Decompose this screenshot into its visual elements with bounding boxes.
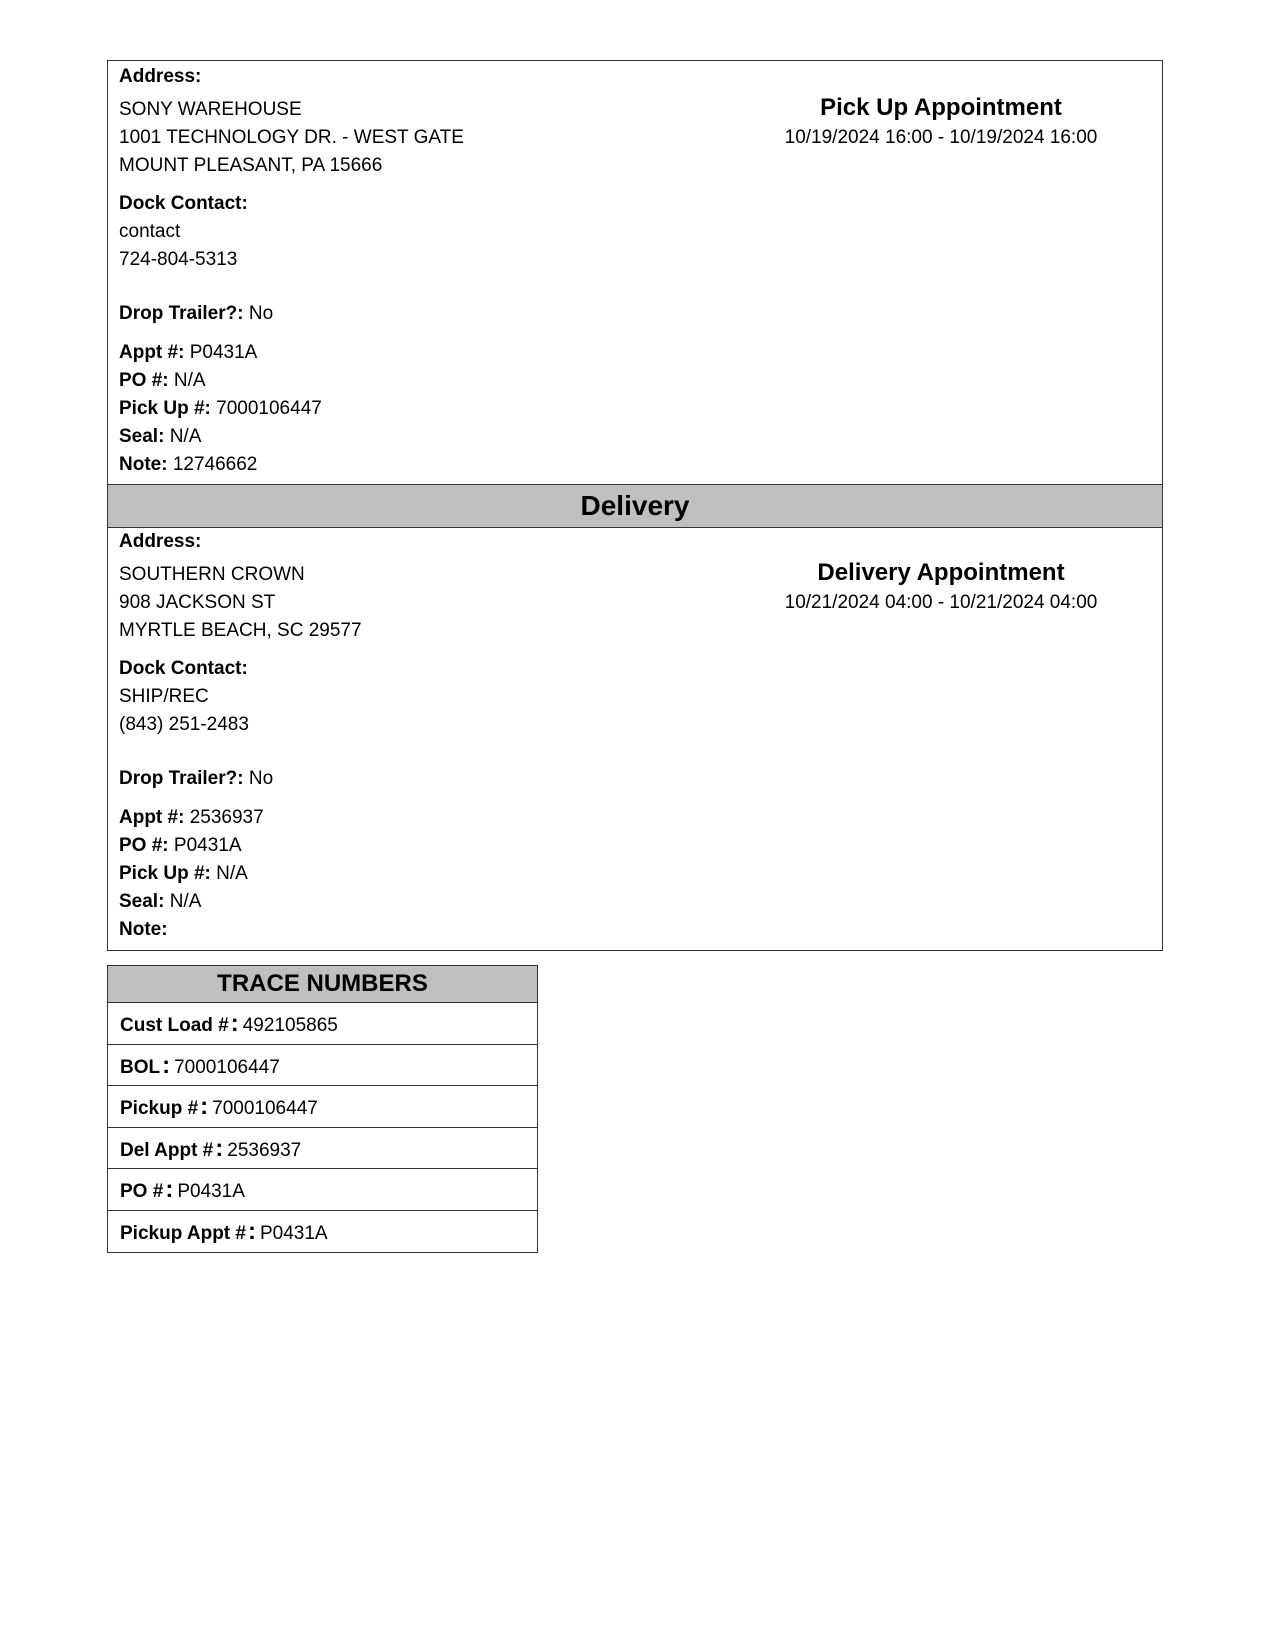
- pickup-po-label: PO #:: [119, 370, 169, 391]
- trace-row-label: Pickup Appt #: [120, 1222, 246, 1244]
- pickup-drop-trailer-label: Drop Trailer?:: [119, 303, 244, 324]
- trace-row: [108, 1211, 537, 1253]
- delivery-address-line-1: SOUTHERN CROWN: [119, 564, 305, 585]
- delivery-appointment: [721, 557, 1161, 617]
- trace-row-value: 2536937: [227, 1139, 302, 1161]
- pickup-note-label: Note:: [119, 454, 168, 475]
- pickup-seal: [119, 423, 1162, 451]
- shipment-details-box: [107, 60, 1163, 951]
- trace-row-separator: :: [200, 1093, 209, 1120]
- trace-row: [108, 1045, 537, 1087]
- pickup-address-line-2: 1001 TECHNOLOGY DR. - WEST GATE: [119, 127, 464, 148]
- pickup-drop-trailer: [119, 300, 1162, 328]
- pickup-dock-contact-name: contact: [119, 221, 181, 242]
- delivery-section: [108, 528, 1162, 949]
- delivery-seal: [119, 888, 1162, 916]
- pickup-note: [119, 451, 1162, 479]
- trace-row-value: P0431A: [259, 1222, 328, 1244]
- trace-row-value: P0431A: [177, 1181, 245, 1202]
- delivery-appointment-times: 10/21/2024 04:00 - 10/21/2024 04:00: [784, 592, 1098, 613]
- pickup-po: [119, 367, 1162, 395]
- delivery-appt-label: Appt #:: [119, 807, 185, 828]
- delivery-drop-trailer: [119, 765, 1162, 793]
- delivery-appointment-title: Delivery Appointment: [817, 559, 1065, 586]
- pickup-dock-contact-phone: 724-804-5313: [119, 249, 238, 270]
- delivery-dock-contact-name: SHIP/REC: [119, 686, 209, 707]
- trace-row-label: PO #: [120, 1181, 164, 1202]
- trace-row-value: 7000106447: [212, 1098, 318, 1119]
- pickup-seal-value: N/A: [169, 426, 202, 447]
- trace-row-separator: :: [162, 1051, 171, 1079]
- pickup-appt-value: P0431A: [189, 342, 258, 363]
- delivery-seal-label: Seal:: [119, 891, 165, 912]
- delivery-dock-contact-label: Dock Contact:: [119, 658, 248, 679]
- pickup-appointment-title: Pick Up Appointment: [820, 94, 1062, 121]
- delivery-note: [119, 916, 1162, 944]
- trace-row-label: BOL: [120, 1056, 161, 1078]
- trace-row-label: Pickup #: [120, 1098, 199, 1119]
- trace-row-separator: :: [215, 1134, 224, 1162]
- pickup-appointment: [721, 92, 1161, 152]
- delivery-dock-contact-phone: (843) 251-2483: [119, 714, 249, 735]
- pickup-section: [108, 61, 1162, 484]
- pickup-po-value: N/A: [173, 370, 206, 391]
- delivery-address-label: Address:: [119, 531, 202, 552]
- trace-row-separator: :: [247, 1217, 256, 1245]
- trace-numbers-title: TRACE NUMBERS: [108, 966, 537, 1003]
- trace-row: [108, 1128, 537, 1170]
- delivery-po: [119, 832, 1162, 860]
- delivery-note-label: Note:: [119, 919, 168, 940]
- trace-row: [108, 1169, 537, 1211]
- delivery-po-label: PO #:: [119, 835, 169, 856]
- trace-row: [108, 1003, 537, 1045]
- delivery-address-line-2: 908 JACKSON ST: [119, 592, 276, 613]
- trace-row-separator: :: [165, 1176, 174, 1203]
- delivery-drop-trailer-value: No: [248, 768, 274, 789]
- delivery-appt: [119, 804, 1162, 832]
- trace-row-label: Cust Load #: [120, 1015, 229, 1036]
- delivery-references: [119, 804, 1162, 944]
- pickup-appt-label: Appt #:: [119, 342, 185, 363]
- delivery-drop-trailer-label: Drop Trailer?:: [119, 768, 244, 789]
- pickup-appointment-times: 10/19/2024 16:00 - 10/19/2024 16:00: [784, 127, 1098, 148]
- pickup-pickup-number: [119, 395, 1162, 423]
- trace-row-label: Del Appt #: [120, 1139, 214, 1161]
- delivery-po-value: P0431A: [173, 835, 242, 856]
- delivery-appt-value: 2536937: [189, 807, 264, 828]
- delivery-seal-value: N/A: [169, 891, 202, 912]
- trace-row-separator: :: [230, 1010, 239, 1037]
- pickup-address-line-1: SONY WAREHOUSE: [119, 99, 302, 120]
- delivery-pickup-number: [119, 860, 1162, 888]
- pickup-note-value: 12746662: [172, 454, 258, 475]
- delivery-section-header: Delivery: [108, 484, 1162, 528]
- pickup-appt: [119, 339, 1162, 367]
- delivery-pickup-number-value: N/A: [216, 863, 248, 884]
- pickup-drop-trailer-value: No: [248, 303, 274, 324]
- pickup-references: [119, 339, 1162, 479]
- delivery-address-line-3: MYRTLE BEACH, SC 29577: [119, 620, 362, 641]
- trace-row-value: 492105865: [242, 1015, 338, 1036]
- trace-row: [108, 1086, 537, 1128]
- delivery-pickup-number-label: Pick Up #:: [119, 863, 211, 884]
- pickup-pickup-number-value: 7000106447: [216, 398, 322, 419]
- trace-numbers-table: [107, 965, 538, 1253]
- pickup-dock-contact-label: Dock Contact:: [119, 193, 248, 214]
- trace-row-value: 7000106447: [174, 1056, 280, 1078]
- pickup-seal-label: Seal:: [119, 426, 165, 447]
- pickup-address-line-3: MOUNT PLEASANT, PA 15666: [119, 155, 383, 176]
- pickup-pickup-number-label: Pick Up #:: [119, 398, 211, 419]
- pickup-address-label: Address:: [119, 66, 202, 87]
